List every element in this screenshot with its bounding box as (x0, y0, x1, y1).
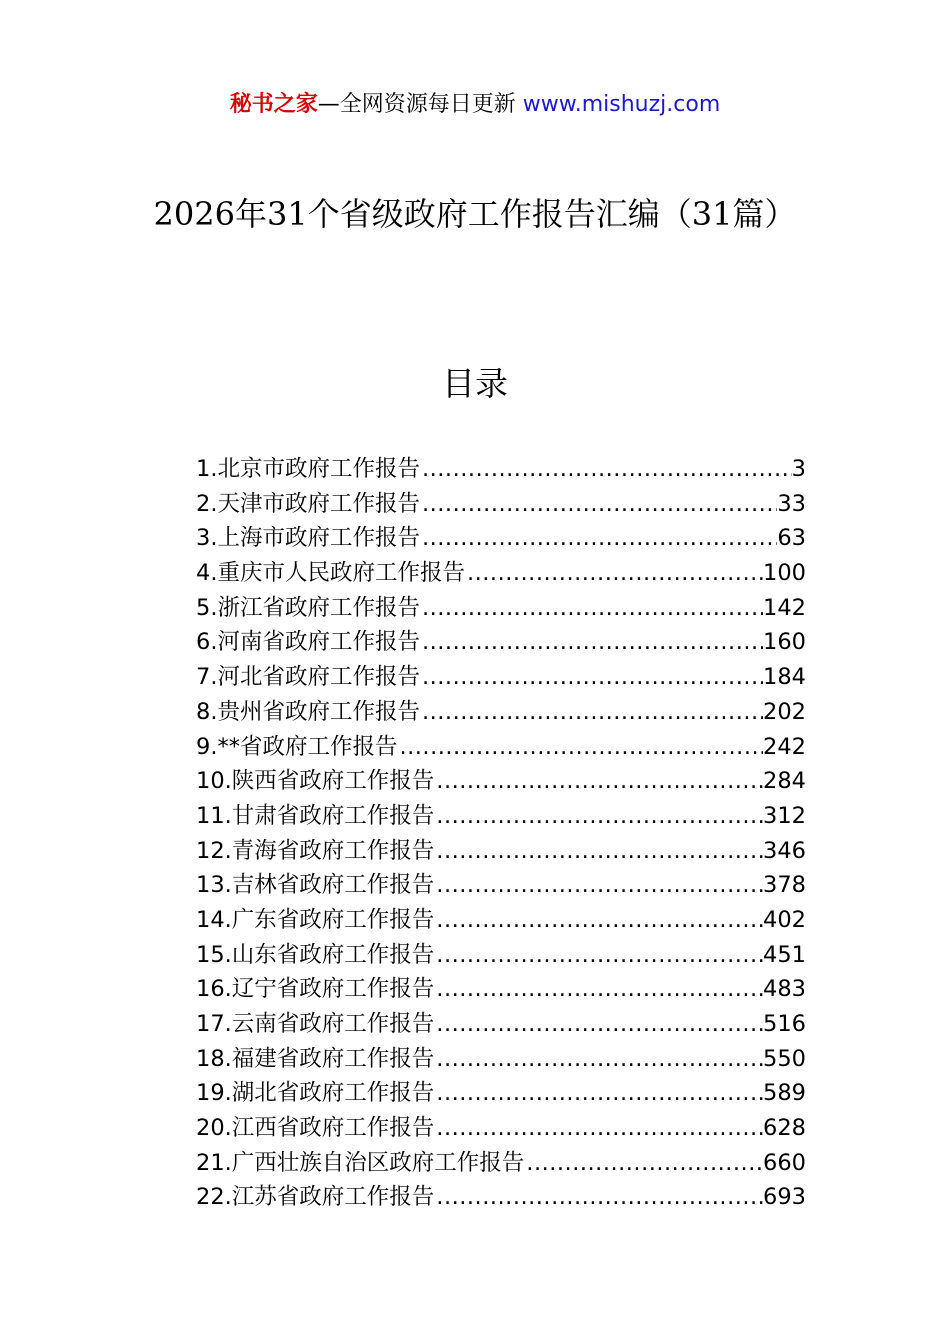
toc-entry[interactable] (196, 799, 806, 834)
toc-entry[interactable] (196, 487, 806, 522)
toc-dot-leader (465, 556, 763, 591)
toc-dot-leader (434, 1007, 763, 1042)
toc-entry-page-number: 693 (763, 1184, 806, 1211)
toc-entry-page-number: 33 (777, 490, 806, 517)
toc-entry-label: 2.天津市政府工作报告 (196, 490, 420, 517)
toc-entry-page-number: 184 (763, 664, 806, 691)
toc-entry-page-number: 63 (777, 525, 806, 552)
toc-dot-leader (397, 730, 763, 765)
toc-entry[interactable] (196, 591, 806, 626)
toc-entry[interactable] (196, 1007, 806, 1042)
toc-entry-page-number: 628 (763, 1115, 806, 1142)
brand-name: 秘书之家 (229, 92, 318, 117)
toc-dot-leader (420, 660, 763, 695)
toc-entry-page-number: 3 (791, 456, 806, 482)
toc-entry[interactable] (196, 730, 806, 765)
toc-entry[interactable] (196, 521, 806, 556)
toc-entry-label: 9.**省政府工作报告 (196, 733, 398, 760)
toc-entry-page-number: 483 (763, 976, 806, 1003)
toc-entry-label: 11.甘肃省政府工作报告 (196, 802, 435, 829)
toc-entry-page-number: 451 (763, 941, 806, 968)
table-of-contents (196, 452, 806, 1215)
toc-entry-label: 12.青海省政府工作报告 (196, 837, 435, 864)
toc-entry-page-number: 516 (763, 1011, 806, 1037)
toc-entry[interactable] (196, 972, 806, 1007)
toc-entry-label: 10.陕西省政府工作报告 (196, 768, 435, 795)
toc-entry-label: 19.湖北省政府工作报告 (196, 1080, 435, 1107)
toc-entry-page-number: 402 (763, 906, 806, 933)
toc-entry-page-number: 202 (763, 698, 806, 725)
toc-entry[interactable] (196, 868, 806, 903)
toc-entry-page-number: 550 (763, 1045, 806, 1072)
toc-dot-leader (434, 972, 763, 1007)
site-url-link[interactable]: www.mishuzj.com (522, 92, 721, 117)
toc-entry-label: 20.江西省政府工作报告 (196, 1115, 435, 1142)
toc-entry-page-number: 312 (763, 802, 806, 829)
toc-heading: 目录 (442, 364, 508, 403)
toc-dot-leader (420, 695, 763, 730)
toc-entry[interactable] (196, 556, 806, 591)
toc-entry-label: 1.北京市政府工作报告 (196, 456, 420, 482)
toc-entry-page-number: 346 (763, 837, 806, 864)
toc-dot-leader (434, 938, 763, 973)
toc-dot-leader (434, 1042, 763, 1077)
toc-entry-page-number: 378 (763, 872, 806, 899)
toc-entry[interactable] (196, 1111, 806, 1146)
toc-entry-label: 17.云南省政府工作报告 (196, 1011, 435, 1037)
toc-entry[interactable] (196, 1180, 806, 1215)
toc-entry-label: 8.贵州省政府工作报告 (196, 698, 420, 725)
toc-entry[interactable] (196, 764, 806, 799)
toc-entry-label: 3.上海市政府工作报告 (196, 525, 420, 552)
toc-entry[interactable] (196, 660, 806, 695)
toc-dot-leader (420, 521, 777, 556)
toc-entry-label: 22.江苏省政府工作报告 (196, 1184, 435, 1211)
toc-entry-page-number: 242 (763, 733, 806, 760)
site-header (0, 88, 950, 122)
toc-dot-leader (434, 1076, 763, 1111)
toc-entry-label: 14.广东省政府工作报告 (196, 906, 435, 933)
toc-entry[interactable] (196, 695, 806, 730)
toc-entry-label: 18.福建省政府工作报告 (196, 1045, 435, 1072)
toc-entry[interactable] (196, 625, 806, 660)
header-slogan: —全网资源每日更新 (317, 92, 516, 117)
toc-entry-label: 6.河南省政府工作报告 (196, 629, 420, 656)
toc-dot-leader (524, 1146, 763, 1181)
toc-dot-leader (434, 764, 763, 799)
toc-dot-leader (434, 834, 763, 869)
toc-entry-label: 4.重庆市人民政府工作报告 (196, 560, 465, 587)
toc-dot-leader (420, 452, 792, 487)
toc-dot-leader (420, 625, 763, 660)
toc-entry-label: 7.河北省政府工作报告 (196, 664, 420, 691)
toc-entry-page-number: 284 (763, 768, 806, 795)
toc-dot-leader (434, 868, 763, 903)
toc-entry[interactable] (196, 1042, 806, 1077)
toc-entry-page-number: 589 (763, 1080, 806, 1107)
toc-entry-page-number: 160 (763, 629, 806, 656)
toc-entry[interactable] (196, 834, 806, 869)
toc-entry-page-number: 100 (763, 560, 806, 587)
toc-entry[interactable] (196, 1076, 806, 1111)
toc-entry[interactable] (196, 938, 806, 973)
toc-entry-page-number: 142 (763, 594, 806, 621)
toc-entry-page-number: 660 (763, 1149, 806, 1176)
toc-dot-leader (434, 903, 763, 938)
document-title: 2026年31个省级政府工作报告汇编（31篇） (153, 195, 797, 233)
toc-entry-label: 15.山东省政府工作报告 (196, 941, 435, 968)
toc-dot-leader (434, 1180, 763, 1215)
toc-dot-leader (434, 1111, 763, 1146)
toc-dot-leader (434, 799, 763, 834)
toc-entry[interactable] (196, 903, 806, 938)
toc-entry[interactable] (196, 452, 806, 487)
toc-entry[interactable] (196, 1146, 806, 1181)
toc-entry-label: 13.吉林省政府工作报告 (196, 872, 435, 899)
toc-dot-leader (420, 487, 777, 522)
toc-entry-label: 5.浙江省政府工作报告 (196, 594, 420, 621)
toc-entry-label: 16.辽宁省政府工作报告 (196, 976, 435, 1003)
toc-dot-leader (420, 591, 763, 626)
toc-entry-label: 21.广西壮族自治区政府工作报告 (196, 1149, 525, 1176)
